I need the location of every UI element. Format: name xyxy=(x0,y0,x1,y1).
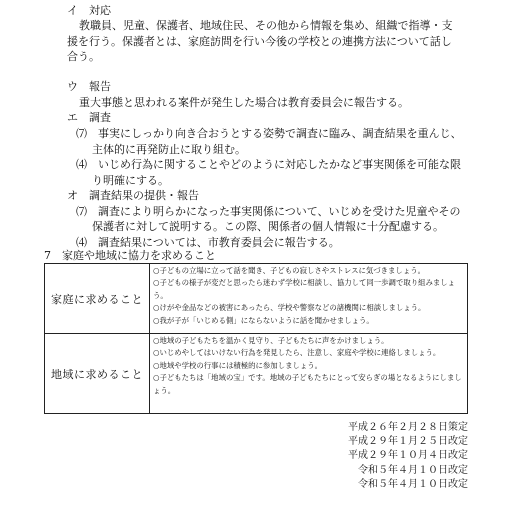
section-o-item-2-line-1: ⑷ 調査結果については、市教育委員会に報告する。 xyxy=(76,236,340,249)
section-i-line-3: 合う。 xyxy=(67,50,100,63)
section-o-item-1-line-1: ⑺ 調査により明らかになった事実関係について、いじめを受けた児童やその xyxy=(76,205,461,218)
list-item: ○子どもたちは「地域の宝」です。地域の子どもたちにとって安らぎの場となるようにしましょう。 xyxy=(153,373,462,395)
section-i-line-1: 教職員、児童、保護者、地域住民、その他から情報を集め、組織で指導・支 xyxy=(79,19,453,32)
section-heading-i: イ 対応 xyxy=(67,4,111,17)
section-e-item-2-line-2: り明確にする。 xyxy=(92,174,169,187)
list-item: ○けがや金品などの被害にあったら、学校や警察などの諸機関に相談しましょう。 xyxy=(153,303,426,313)
list-item: ○地域の子どもたちを温かく見守り、子どもたちに声をかけましょう。 xyxy=(153,336,389,345)
list-item: ○我が子が「いじめる側」にならないように話を聞かせましょう。 xyxy=(153,315,374,325)
cooperation-table xyxy=(44,263,468,414)
revision-dates xyxy=(348,421,468,492)
section-o-item-1-line-2: 保護者に対して説明する。この際、関係者の個人情報に十分配慮する。 xyxy=(92,220,444,233)
row-items-home xyxy=(150,264,468,334)
section-heading-u: ウ 報告 xyxy=(67,80,111,93)
section-e-item-2-line-1: ⑷ いじめ行為に関することやどのように対応したかなど事実関係を可能な限 xyxy=(76,158,461,171)
row-label-community: 地域に求めること xyxy=(45,334,150,414)
revision-date: 令和５年４月１０日改定 xyxy=(358,478,468,490)
section-i-line-2: 援を行う。保護者とは、家庭訪問を行い今後の学校との連携方法について話し xyxy=(67,35,452,48)
table-row xyxy=(45,264,468,334)
row-label-home: 家庭に求めること xyxy=(45,264,150,334)
row-items-community xyxy=(150,334,468,414)
section-e-item-1-line-1: ⑺ 事実にしっかり向き合おうとする姿勢で調査に臨み、調査結果を重んじ、 xyxy=(76,127,462,140)
list-item: ○地域や学校の行事には積極的に参加しましょう。 xyxy=(153,360,323,370)
revision-date: 令和５年４月１０日改定 xyxy=(358,464,468,476)
section-u-line-1: 重大事態と思われる案件が発生した場合は教育委員会に報告する。 xyxy=(79,96,409,109)
section-heading-e: エ 調査 xyxy=(67,111,111,124)
table-row xyxy=(45,334,468,414)
revision-date: 平成２６年２月２８日策定 xyxy=(348,422,468,433)
section-7-title: 7 家庭や地域に協力を求めること xyxy=(44,249,216,262)
list-item: ○子どもの立場に立って話を聞き、子どもの寂しさやストレスに気づきましょう。 xyxy=(153,266,425,275)
section-heading-o: オ 調査結果の提供・報告 xyxy=(67,189,199,202)
section-e-item-1-line-2: 主体的に再発防止に取り組む。 xyxy=(92,143,246,156)
list-item: ○いじめやしてはいけない行為を発見したら、注意し、家庭や学校に連絡しましょう。 xyxy=(153,348,441,358)
list-item: ○子どもの様子が変だと思ったら迷わず学校に相談し、協力して同一歩調で取り組みましょう。 xyxy=(153,278,456,300)
revision-date: 平成２９年１月２５日改定 xyxy=(348,436,468,448)
revision-date: 平成２９年１０月４日改定 xyxy=(348,450,468,462)
